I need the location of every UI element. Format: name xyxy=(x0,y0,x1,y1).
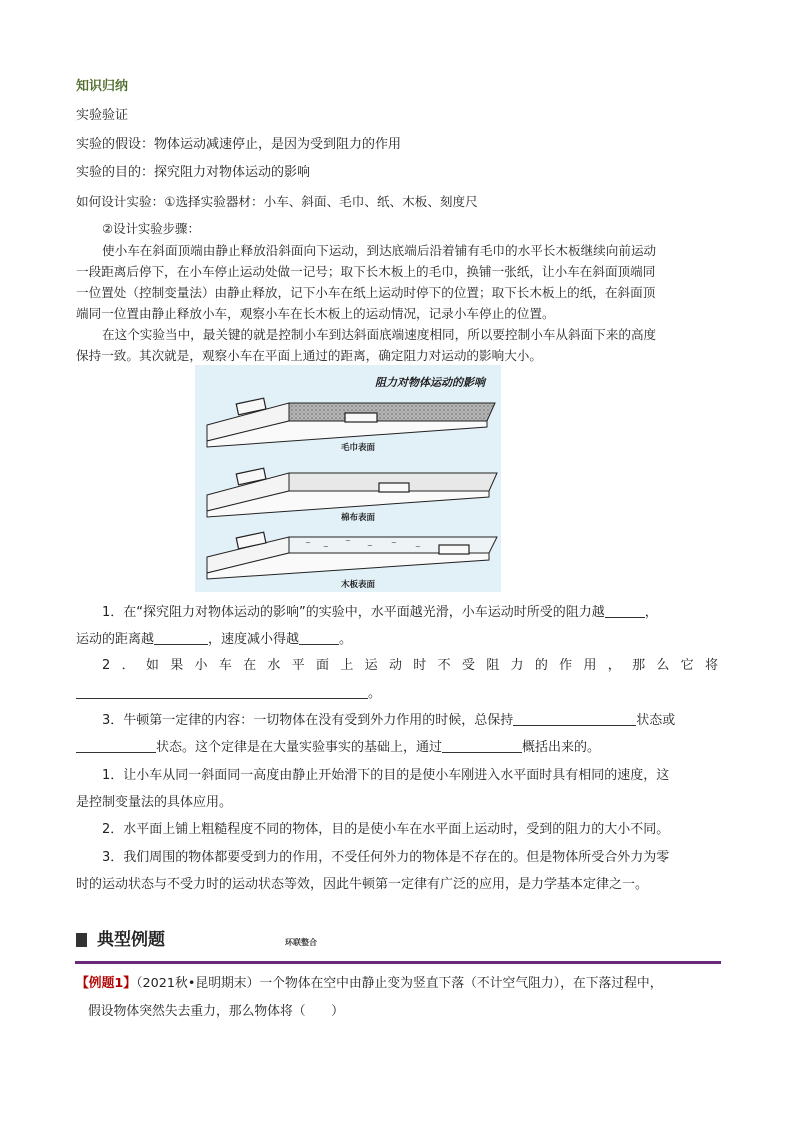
example-line-a: （2021秋•昆明期末）一个物体在空中由静止变为竖直下落（不计空气阻力），在下落过程中， xyxy=(136,976,663,991)
question-3 xyxy=(102,708,675,734)
step-heading: ②设计实验步骤： xyxy=(102,221,200,236)
text-line: 实验的目的：探究阻力对物体运动的影响 xyxy=(76,165,311,180)
example-1-cont: 假设物体突然失去重力，那么物体将（ ） xyxy=(88,1004,344,1019)
svg-text:~: ~ xyxy=(391,539,397,547)
step-line: 使小车在斜面顶端由静止释放沿斜面向下运动，到达底端后沿着铺有毛巾的水平长木板继续向前运动 xyxy=(102,243,657,258)
key-line: 在这个实验当中，最关键的就是控制小车到达斜面底端速度相同，所以要控制小车从斜面下来的高度 xyxy=(102,327,657,342)
question-3-cont xyxy=(76,735,600,761)
q3-text-c: 状态。这个定律是在大量实验事实的基础上，通过 xyxy=(156,740,443,755)
figure-title: 阻力对物体运动的影响 xyxy=(375,376,485,389)
note-3: 3．我们周围的物体都要受到力的作用，不受任何外力的物体是不存在的。但是物体所受合外力为零 xyxy=(102,850,670,865)
example-1 xyxy=(76,971,663,997)
text-line: 实验验证 xyxy=(76,108,129,123)
label-cotton: 棉布表面 xyxy=(341,513,376,523)
section-title: 知识归纳 xyxy=(76,79,129,94)
question-1 xyxy=(102,600,658,626)
q2-blank[interactable] xyxy=(76,684,368,699)
q3-blank-1[interactable] xyxy=(513,711,636,726)
svg-text:~: ~ xyxy=(323,543,329,551)
header-divider xyxy=(75,961,721,964)
q3-text-b: 状态或 xyxy=(636,713,676,728)
q1-blank-3[interactable] xyxy=(299,630,339,645)
step-line: 一段距离后停下，在小车停止运动处做一记号；取下长木板上的毛巾，换铺一张纸，让小车在斜面顶端同 xyxy=(76,264,656,279)
question-2-cont xyxy=(76,681,381,707)
q1-text-c: 运动的距离越 xyxy=(76,632,155,647)
q1-text-a: 1．在“探究阻力对物体运动的影响”的实验中，水平面越光滑，小车运动时所受的阻力越 xyxy=(102,605,605,620)
q2-text-b: 。 xyxy=(368,686,382,701)
note-3-cont: 时的运动状态与不受力时的运动状态等效，因此牛顿第一定律有广泛的应用，是力学基本定律之一。 xyxy=(76,877,649,892)
q1-blank-1[interactable] xyxy=(605,603,645,618)
q1-text-e: 。 xyxy=(339,632,353,647)
book-icon xyxy=(76,933,87,947)
example-tag: 【例题1】 xyxy=(76,976,137,991)
text-line: 如何设计实验：①选择实验器材：小车、斜面、毛巾、纸、木板、刻度尺 xyxy=(76,194,478,209)
note-2: 2．水平面上铺上粗糙程度不同的物体，目的是使小车在水平面上运动时，受到的阻力的大小不同。 xyxy=(102,822,670,837)
note-1-cont: 是控制变量法的具体应用。 xyxy=(76,795,233,810)
note-1: 1．让小车从同一斜面同一高度由静止开始滑下的目的是使小车刚进入水平面时具有相同的速度，这 xyxy=(102,768,670,783)
examples-header xyxy=(76,925,165,950)
q1-text-b: ， xyxy=(644,605,658,620)
svg-text:~: ~ xyxy=(367,542,373,550)
q3-text-a: 3．牛顿第一定律的内容：一切物体在没有受到外力作用的时候，总保持 xyxy=(102,713,514,728)
svg-text:~: ~ xyxy=(345,537,351,545)
examples-title: 典型例题 xyxy=(97,930,165,950)
q3-blank-3[interactable] xyxy=(442,738,522,753)
label-wood: 木板表面 xyxy=(341,580,376,590)
label-towel: 毛巾表面 xyxy=(341,443,376,453)
step-line: 一位置处（控制变量法）由静止释放，记下小车在纸上运动时停下的位置；取下长木板上的纸，在斜面顶 xyxy=(76,285,656,300)
q3-blank-2[interactable] xyxy=(76,738,156,753)
experiment-figure xyxy=(195,365,501,592)
q1-text-d: ，速度减小得越 xyxy=(208,632,300,647)
svg-text:~: ~ xyxy=(415,543,421,551)
step-line: 端同一位置由静止释放小车，观察小车在长木板上的运动情况，记录小车停止的位置。 xyxy=(76,306,555,321)
svg-text:~: ~ xyxy=(305,539,311,547)
q1-blank-2[interactable] xyxy=(154,630,208,645)
question-2: 2．如果小车在水平面上运动时不受阻力的作用，那么它将 xyxy=(102,658,718,673)
key-line: 保持一致。其次就是，观察小车在平面上通过的距离，确定阻力对运动的影响大小。 xyxy=(76,348,542,363)
text-line: 实验的假设：物体运动减速停止，是因为受到阻力的作用 xyxy=(76,137,402,152)
examples-subtitle: 环联整合 xyxy=(285,938,317,947)
q3-text-d: 概括出来的。 xyxy=(522,740,601,755)
experiment-illustration xyxy=(195,365,501,592)
question-1-cont xyxy=(76,627,352,653)
